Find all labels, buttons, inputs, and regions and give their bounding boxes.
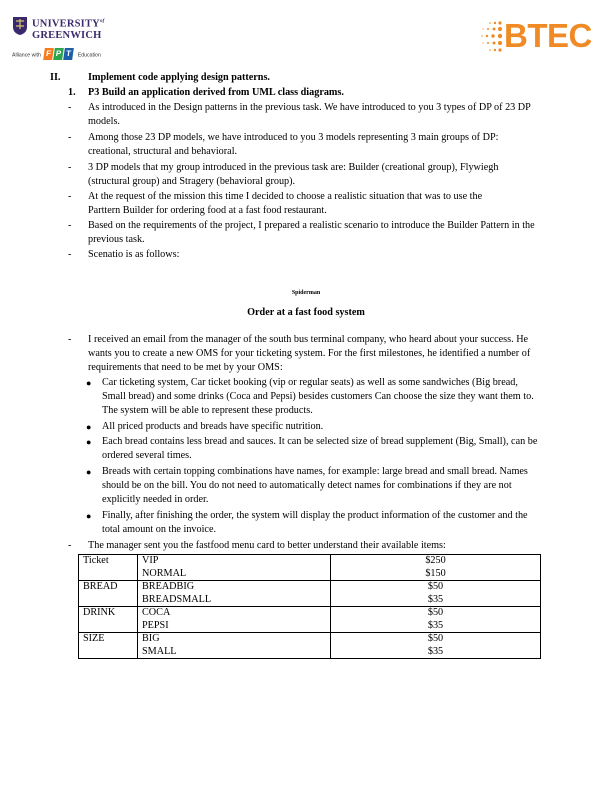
email-para-line-3: requirements that need to be met by your OMS: — [88, 362, 283, 373]
bullet-dot: ● — [86, 378, 92, 388]
intro-2-line-2: creational, structural and behavioral. — [88, 146, 238, 157]
req-1-line-1: Car ticketing system, Car ticket booking (vip or regular seats) as well as some sandwiches (Big bread, — [102, 377, 518, 388]
req-2-line-1: All priced products and breads have specific nutrition. — [102, 421, 324, 432]
alliance-line — [12, 48, 101, 62]
dash-marker: - — [68, 132, 72, 143]
subsection-number: 1. — [68, 87, 76, 98]
category-cell: Ticket — [79, 555, 138, 581]
req-3-line-2: ordered several times. — [102, 450, 192, 461]
menu-table — [78, 554, 541, 659]
item-price: $35 — [427, 645, 444, 657]
category-cell: SIZE — [79, 633, 138, 659]
intro-6-line-1: Scenatio is as follows: — [88, 249, 180, 260]
req-5-line-1: Finally, after finishing the order, the system will display the product information of the customer and the — [102, 510, 528, 521]
prices-cell — [331, 607, 541, 633]
table-row — [79, 581, 541, 607]
intro-4-line-2: Parttern Builder for ordering food at a fast food restaurant. — [88, 205, 327, 216]
item-name: BREADSMALL — [142, 593, 212, 605]
category-cell: BREAD — [79, 581, 138, 607]
intro-3-line-2: (structural group) and Stragery (behavioral group). — [88, 176, 296, 187]
subsection-title: P3 Build an application derived from UML class diagrams. — [88, 87, 344, 98]
menu-intro: The manager sent you the fastfood menu card to better understand their available items: — [88, 540, 446, 551]
prices-cell — [331, 581, 541, 607]
item-price: $50 — [427, 581, 444, 592]
dash-marker: - — [68, 191, 72, 202]
dash-marker: - — [68, 220, 72, 231]
prices-cell — [331, 633, 541, 659]
table-row — [79, 607, 541, 633]
bullet-dot: ● — [86, 437, 92, 447]
bullet-dot: ● — [86, 422, 92, 432]
prices-cell — [331, 555, 541, 581]
email-para-line-2: wants you to create a new OMS for your ticketing system. For the first milestones, he identified a number of — [88, 348, 531, 359]
dash-marker: - — [68, 249, 72, 260]
req-4-line-3: explicitly needed in order. — [102, 494, 209, 505]
item-name: SMALL — [142, 645, 177, 657]
item-name: VIP — [142, 555, 159, 566]
university-of: of — [99, 19, 105, 24]
university-of-greenwich-logo — [12, 14, 112, 64]
btec-dots-icon — [478, 20, 504, 56]
fpt-letter-t: T — [63, 48, 74, 60]
req-4-line-2: should be on the bill. You do not need to automatically detect names for combinations if they are not — [102, 480, 512, 491]
item-price: $150 — [425, 567, 446, 579]
item-price: $50 — [427, 633, 444, 644]
fpt-letter-f: F — [43, 48, 54, 60]
req-1-line-2: Small bread) and some drinks (Coca and Pepsi) besides customers Can choose the size they want them to. — [102, 391, 534, 402]
items-cell — [138, 633, 331, 659]
item-price: $35 — [427, 593, 444, 605]
table-row — [79, 633, 541, 659]
item-name: BIG — [142, 633, 160, 644]
alliance-suffix: Education — [77, 52, 101, 59]
items-cell — [138, 555, 331, 581]
bullet-dot: ● — [86, 467, 92, 477]
alliance-prefix: Alliance with — [12, 52, 41, 59]
item-price: $35 — [427, 619, 444, 631]
item-name: COCA — [142, 607, 171, 618]
section-numeral: II. — [50, 72, 61, 83]
req-5-line-2: total amount on the invoice. — [102, 524, 217, 535]
dash-marker: - — [68, 334, 72, 345]
req-1-line-3: The system will be able to represent these products. — [102, 405, 313, 416]
intro-1-line-2: models. — [88, 116, 120, 127]
intro-3-line-1: 3 DP models that my group introduced in the previous task are: Builder (creational group), Flywiegh — [88, 162, 499, 173]
section-title: Implement code applying design patterns. — [88, 72, 270, 83]
req-4-line-1: Breads with certain topping combinations have names, for example: large bread and small bread. Names — [102, 466, 528, 477]
intro-5-line-2: previous task. — [88, 234, 145, 245]
items-cell — [138, 607, 331, 633]
btec-wordmark: BTEC — [504, 17, 592, 54]
university-name — [32, 16, 105, 41]
scenario-author: Spiderman — [291, 290, 321, 296]
req-3-line-1: Each bread contains less bread and sauces. It can be selected size of bread supplement (Big, Small), can be — [102, 436, 538, 447]
university-line1: UNIVERSITY — [32, 18, 100, 30]
item-name: NORMAL — [142, 567, 187, 579]
intro-1-line-1: As introduced in the Design patterns in the previous task. We have introduced to you 3 types of DP of 23 DP — [88, 102, 531, 113]
scenario-title: Order at a fast food system — [247, 307, 365, 318]
dash-marker: - — [68, 102, 72, 113]
university-line2: GREENWICH — [32, 29, 102, 41]
intro-4-line-1: At the request of the mission this time I decided to choose a realistic situation that was to use the — [88, 191, 483, 202]
table-row — [79, 555, 541, 581]
fpt-letter-p: P — [53, 48, 64, 60]
item-price: $250 — [425, 555, 446, 566]
intro-2-line-1: Among those 23 DP models, we have introduced to you 3 models representing 3 main groups of DP: — [88, 132, 499, 143]
dash-marker: - — [68, 162, 72, 173]
item-name: PEPSI — [142, 619, 169, 631]
item-name: BREADBIG — [142, 581, 195, 592]
category-cell: DRINK — [79, 607, 138, 633]
bullet-dot: ● — [86, 511, 92, 521]
btec-logo — [478, 14, 602, 60]
item-price: $50 — [427, 607, 444, 618]
items-cell — [138, 581, 331, 607]
fpt-logo — [44, 48, 74, 62]
intro-5-line-1: Based on the requirements of the project, I prepared a realistic scenario to introduce the Builder Pattern in the — [88, 220, 535, 231]
university-crest-icon — [12, 16, 28, 36]
email-para-line-1: I received an email from the manager of the south bus terminal company, who heard about your success. He — [88, 334, 529, 345]
dash-marker: - — [68, 540, 72, 551]
